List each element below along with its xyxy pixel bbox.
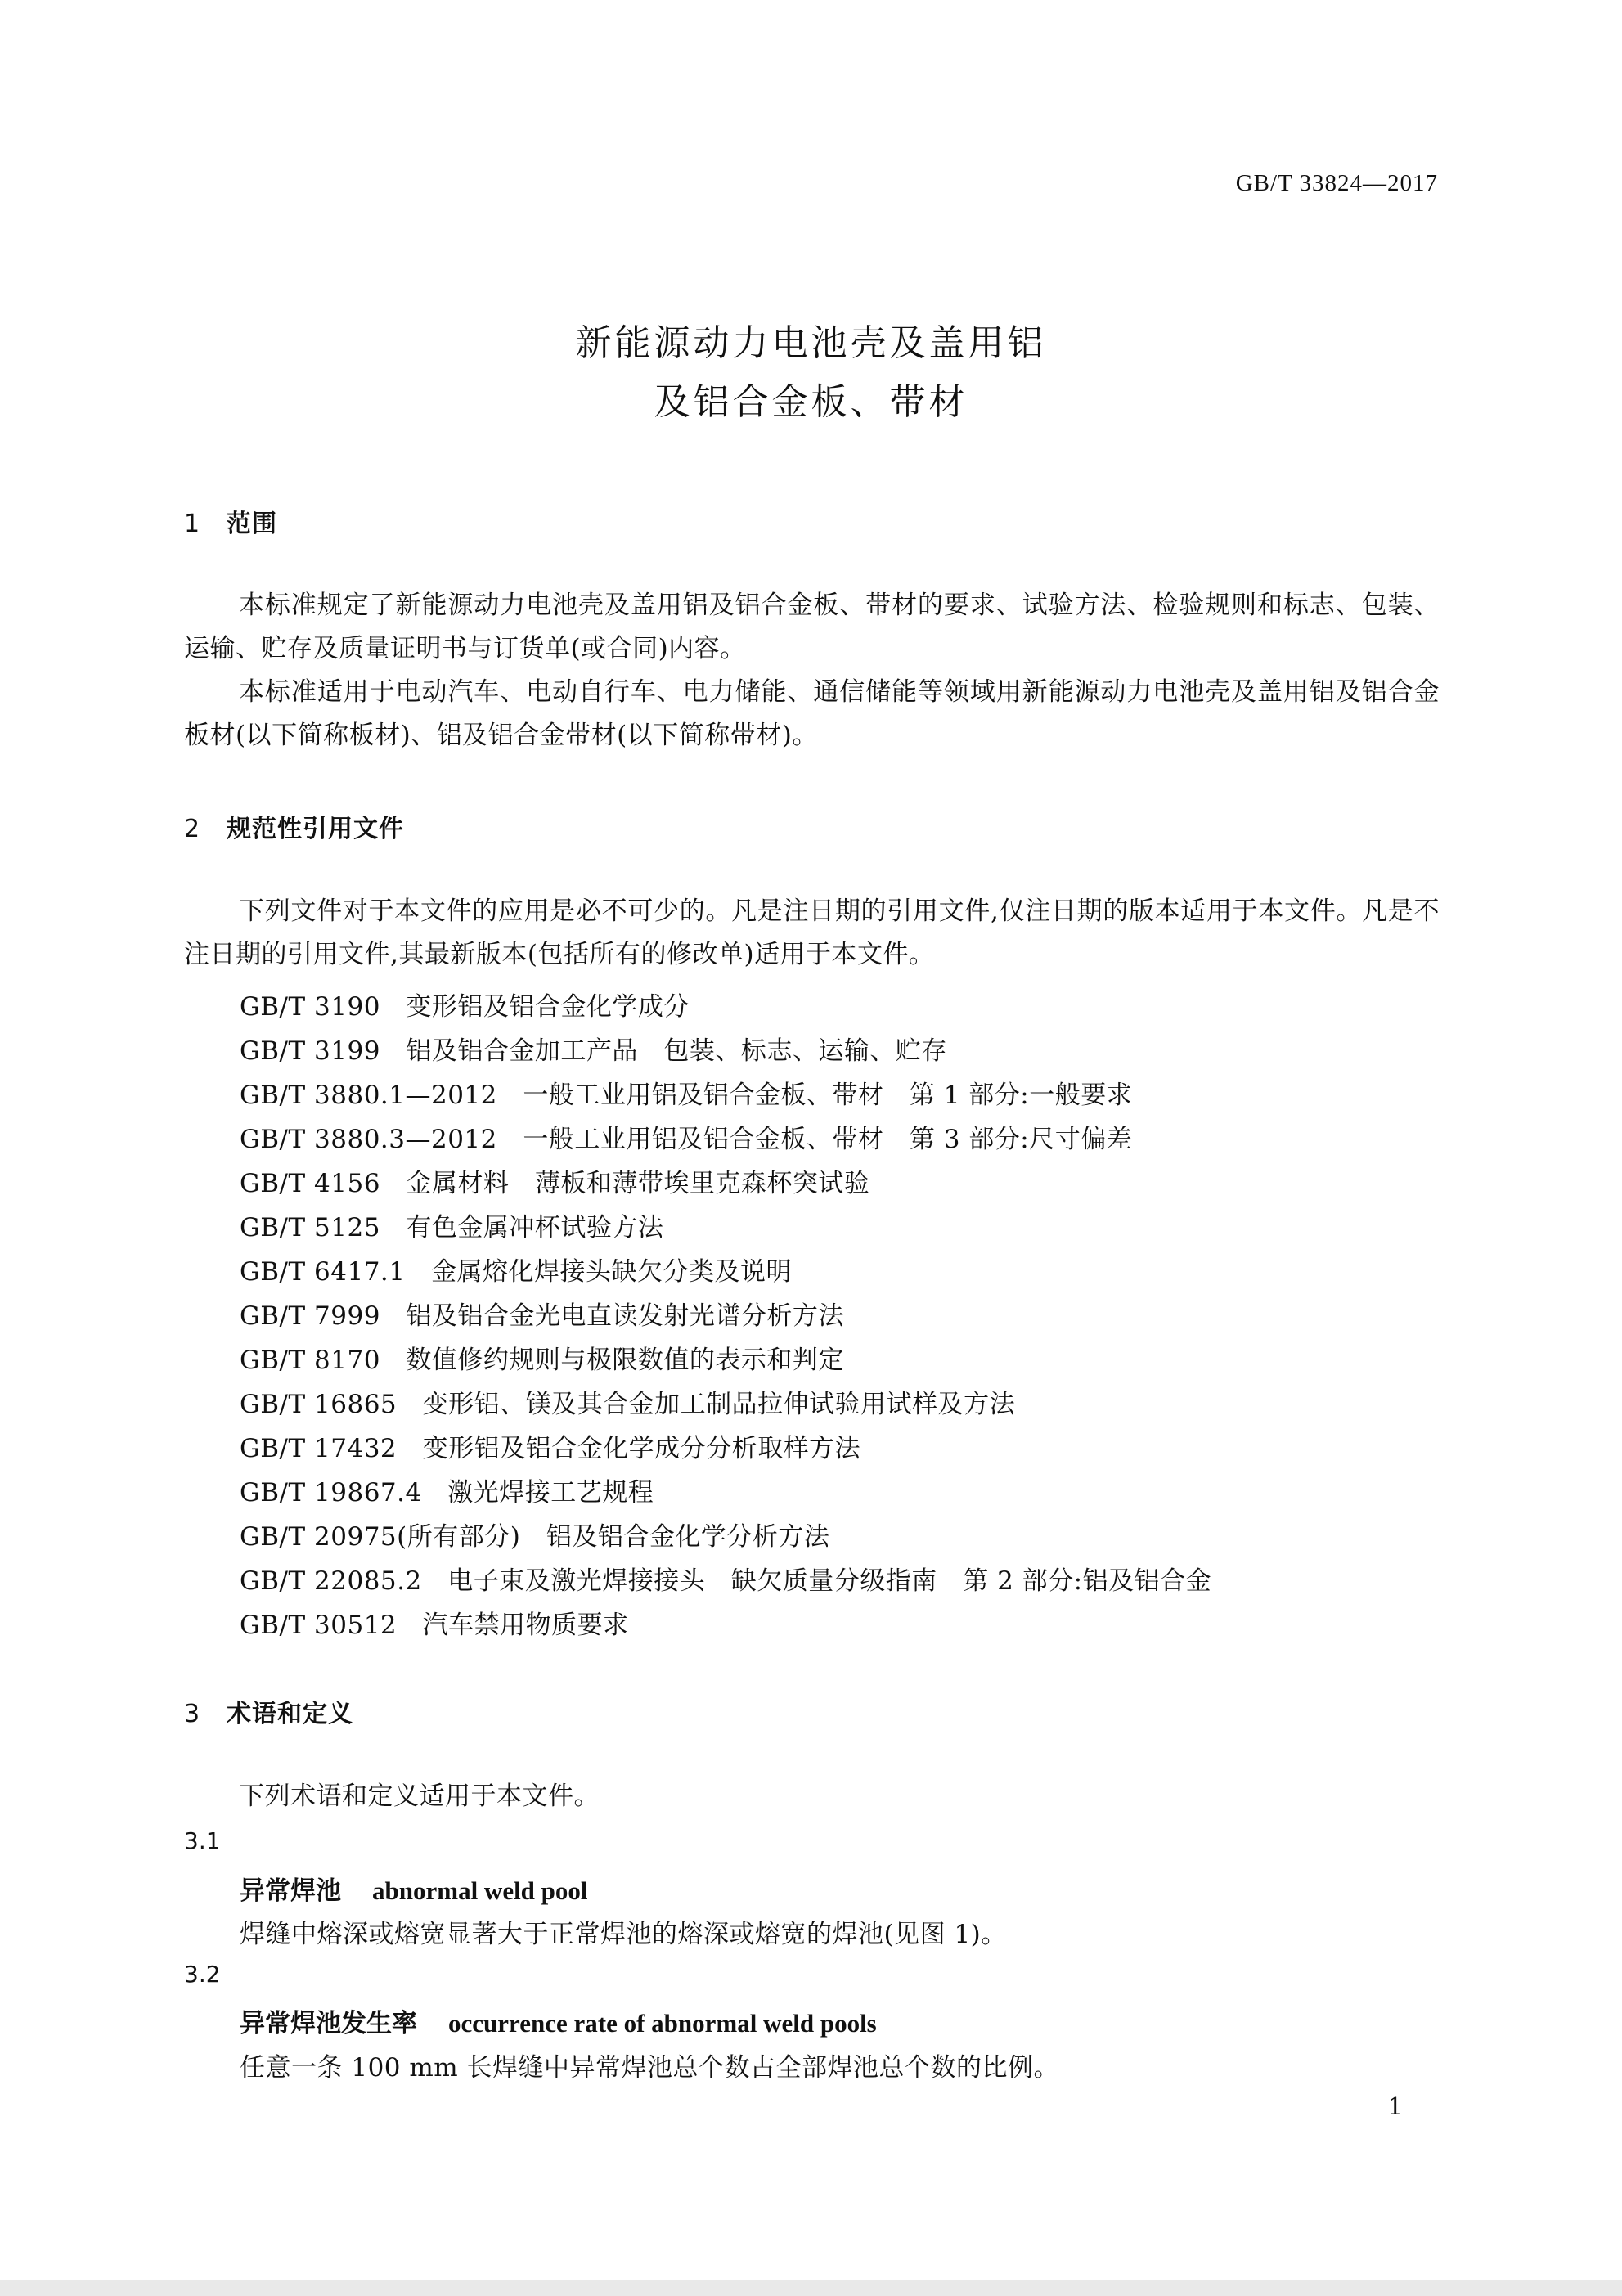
reference-item: GB/T 22085.2 电子束及激光焊接接头 缺欠质量分级指南 第 2 部分:铝及铝合金 (240, 1566, 1212, 1596)
reference-item: GB/T 6417.1 金属熔化焊接头缺欠分类及说明 (240, 1257, 792, 1287)
section-3-number: 3 (184, 1700, 201, 1728)
standard-code: GB/T 33824—2017 (1235, 170, 1438, 196)
reference-item: GB/T 7999 铝及铝合金光电直读发射光谱分析方法 (240, 1301, 844, 1331)
section-2-title: 规范性引用文件 (227, 815, 404, 843)
term-number: 3.1 (184, 1827, 221, 1854)
section-3-intro: 下列术语和定义适用于本文件。 (239, 1782, 600, 1811)
section-3-heading (184, 1693, 353, 1729)
reference-item: GB/T 19867.4 激光焊接工艺规程 (240, 1478, 654, 1507)
reference-item: GB/T 16865 变形铝、镁及其合金加工制品拉伸试验用试样及方法 (240, 1390, 1016, 1419)
section-1-paragraph-2: 本标准适用于电动汽车、电动自行车、电力储能、通信储能等领域用新能源动力电池壳及盖用铝及铝合金板材(以下简称板材)、铝及铝合金带材(以下简称带材)。 (184, 677, 1440, 750)
section-2-intro: 下列文件对于本文件的应用是必不可少的。凡是注日期的引用文件,仅注日期的版本适用于本文件。凡是不注日期的引用文件,其最新版本(包括所有的修改单)适用于本文件。 (184, 896, 1440, 969)
term-chinese-name: 异常焊池 (240, 1876, 341, 1906)
document-title-line-1: 新能源动力电池壳及盖用铝 (575, 322, 1047, 364)
term-definition: 任意一条 100 mm 长焊缝中异常焊池总个数占全部焊池总个数的比例。 (240, 2053, 1060, 2083)
reference-item: GB/T 4156 金属材料 薄板和薄带埃里克森杯突试验 (240, 1169, 870, 1198)
reference-item: GB/T 20975(所有部分) 铝及铝合金化学分析方法 (240, 1522, 830, 1552)
section-3-title: 术语和定义 (227, 1700, 353, 1728)
section-2-heading (184, 808, 404, 844)
term-definition: 焊缝中熔深或熔宽显著大于正常焊池的熔深或熔宽的焊池(见图 1)。 (240, 1920, 1007, 1949)
reference-item: GB/T 3880.3—2012 一般工业用铝及铝合金板、带材 第 3 部分:尺寸偏差 (240, 1125, 1133, 1154)
section-1-title: 范围 (227, 510, 277, 538)
reference-item: GB/T 3190 变形铝及铝合金化学成分 (240, 992, 690, 1022)
page-number: 1 (1387, 2092, 1403, 2120)
term-number: 3.2 (184, 1961, 221, 1988)
term-english-name: occurrence rate of abnormal weld pools (448, 2009, 877, 2038)
section-1-number: 1 (184, 510, 201, 538)
document-title-line-2: 及铝合金板、带材 (654, 381, 968, 423)
term-title (240, 2002, 877, 2039)
reference-item: GB/T 8170 数值修约规则与极限数值的表示和判定 (240, 1346, 844, 1375)
page-bottom-edge (0, 2280, 1622, 2296)
reference-item: GB/T 30512 汽车禁用物质要求 (240, 1611, 629, 1640)
reference-item: GB/T 17432 变形铝及铝合金化学成分分析取样方法 (240, 1434, 861, 1463)
reference-item: GB/T 3880.1—2012 一般工业用铝及铝合金板、带材 第 1 部分:一般要求 (240, 1081, 1133, 1110)
section-2-number: 2 (184, 815, 201, 843)
reference-item: GB/T 5125 有色金属冲杯试验方法 (240, 1213, 664, 1242)
term-english-name: abnormal weld pool (372, 1876, 588, 1905)
term-chinese-name: 异常焊池发生率 (240, 2009, 417, 2038)
reference-item: GB/T 3199 铝及铝合金加工产品 包装、标志、运输、贮存 (240, 1036, 947, 1066)
section-1-paragraph-1: 本标准规定了新能源动力电池壳及盖用铝及铝合金板、带材的要求、试验方法、检验规则和标志、包装、运输、贮存及质量证明书与订货单(或合同)内容。 (184, 591, 1440, 663)
section-1-heading (184, 503, 277, 539)
term-title (240, 1870, 588, 1907)
